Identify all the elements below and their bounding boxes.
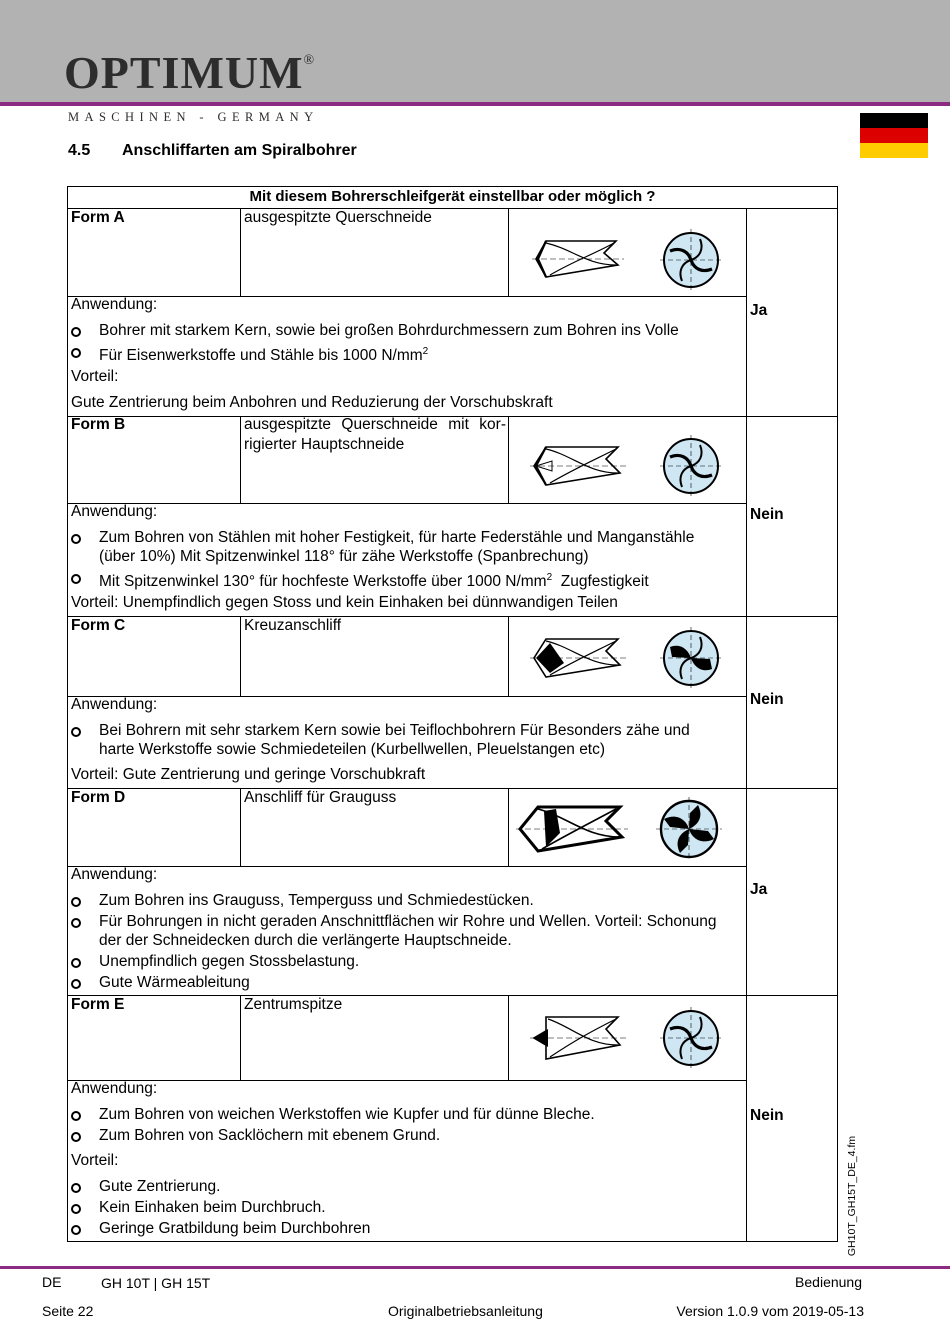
german-flag-icon [860,113,928,158]
form-c-drill-end-icon [658,627,724,689]
section-title: 4.5 Anschliffarten am Spiralbohrer [68,142,357,159]
form-a-drill-end-icon [658,229,724,291]
brand-subline: MASCHINEN - GERMANY [68,110,319,124]
form-d-drill-side-icon [516,799,628,859]
footer-version: Version 1.0.9 vom 2019-05-13 [676,1303,864,1319]
form-c-vorteil: Vorteil: Gute Zentrierung und geringe Vorschubkraft [71,766,426,783]
form-e-name: Form E [71,996,125,1013]
form-a-name: Form A [71,209,125,226]
form-e-description: Zentrumspitze [244,996,343,1013]
form-d-description: Anschliff für Grauguss [244,789,397,806]
form-b-description-2: rigierter Hauptschneide [244,436,405,453]
footer-page: Seite 22 [42,1303,94,1319]
footer-chapter: Bedienung [795,1274,862,1290]
form-b-anwendung: Anwendung: [71,503,158,520]
table-caption: Mit diesem Bohrerschleifgerät einstellbar oder möglich ? [68,187,837,209]
list-item-continuation: der der Schneidecken durch die verlängerte Hauptschneide. [99,932,512,949]
form-d-name: Form D [71,789,126,806]
header-divider [0,102,950,106]
form-c-drill-side-icon [530,629,626,687]
footer-lang: DE [42,1274,62,1290]
form-c-answer: Nein [750,691,784,708]
side-file-name: GH10T_GH15T_DE_4.fm [846,1135,858,1257]
footer-models: GH 10T | GH 15T [101,1275,211,1291]
list-item-continuation: (über 10%) Mit Spitzenwinkel 118° für zähe Werkstoffe (Spanbrechung) [99,548,589,565]
form-e-anwendung: Anwendung: [71,1080,158,1097]
form-a-description: ausgespitzte Querschneide [244,209,432,226]
form-b-name: Form B [71,416,126,433]
form-a-vorteil: Vorteil: [71,368,119,385]
form-c-description: Kreuzanschliff [244,617,342,634]
form-a-drill-side-icon [532,231,624,287]
form-e-answer: Nein [750,1107,784,1124]
form-a-answer: Ja [750,302,768,319]
form-d-anwendung: Anwendung: [71,866,158,883]
form-a-anwendung: Anwendung: [71,296,158,313]
form-d-drill-end-icon [654,797,724,861]
form-b-description: ausgespitzte Querschneide mit kor- [244,416,506,433]
form-d-answer: Ja [750,881,768,898]
grind-types-table: Mit diesem Bohrerschleifgerät einstellbar oder möglich ? Form A ausgespitzte Querschneide Anwendung: Bohrer mit starkem Kern, sowie bei großen Bohrdurchmessern zum Bohren ins Volle Für Eisenwerkstoffe und Stähle bis 1000 $N/mm^2$ Vorteil: Gute Zentrierung beim Anbohren und Reduzierung der Vorschubskraft Ja Form B ausgespitzte Querschneide mit kor- rigierter Hauptschneide Anwendung: Zum Bohren von Stählen mit hoher Festigkeit, für harte Federstähle und Manganstähle (über 10%) Mit Spitzenwinkel 118° für zähe Werkstoffe (Spanbrechung) Mit Spitzenwinkel 130° für hochfeste Werkstoffe über 1000 $N/mm^2$ Zugfestigkeit Vorteil: Unempfindlich gegen Stoss und kein Einhaken bei dünnwandigen Teilen Nein Form C Kreuzanschliff Anwendung: Bei Bohrern mit sehr starkem Kern sowie bei Teiflochbohrern Für Besonders zähe und harte Werkstoffe sowie Schmiedeteilen (Kurbellwellen, Pleuelstangen etc) Vorteil: Gute Zentrierung und geringe Vorschubkraft Nein Form D Anschliff für Grauguss Anwendung: Zum Bohren ins Grauguss, Temperguss und Schmiedestücken. Für Bohrungen in nicht geraden Anschnittflächen wir Rohre und Wellen. Vorteil: Schonung der der Schneidecken durch die verlängerte Hauptschneide. Unempfindlich gegen Stossbelastung. Gute Wärmeableitung Ja Form E Zentrumspitze Anwendung: Zum Bohren von weichen Werkstoffen wie Kupfer und für dünne Bleche. Zum Bohren von Sacklöchern mit ebenem Grund. Vorteil: Gute Zentrierung. Kein Einhaken beim Durchbruch. Geringe Gratbildung beim Durchbohren Nein [67,186,838,1242]
brand-logo: OPTIMUM® [64,47,316,98]
footer-divider [0,1266,950,1269]
form-e-vorteil: Vorteil: [71,1152,119,1169]
form-c-anwendung: Anwendung: [71,696,158,713]
footer-doc: Originalbetriebsanleitung [388,1303,543,1319]
form-b-drill-side-icon [530,437,626,495]
form-b-vorteil: Vorteil: Unempfindlich gegen Stoss und kein Einhaken bei dünnwandigen Teilen [71,594,618,611]
form-e-drill-end-icon [658,1007,724,1069]
form-a-vorteil-text: Gute Zentrierung beim Anbohren und Reduzierung der Vorschubskraft [71,394,553,411]
list-item-continuation: harte Werkstoffe sowie Schmiedeteilen (Kurbellwellen, Pleuelstangen etc) [99,741,606,758]
form-c-name: Form C [71,617,126,634]
form-e-drill-side-icon [530,1009,626,1067]
form-b-answer: Nein [750,506,784,523]
form-b-drill-end-icon [658,435,724,497]
